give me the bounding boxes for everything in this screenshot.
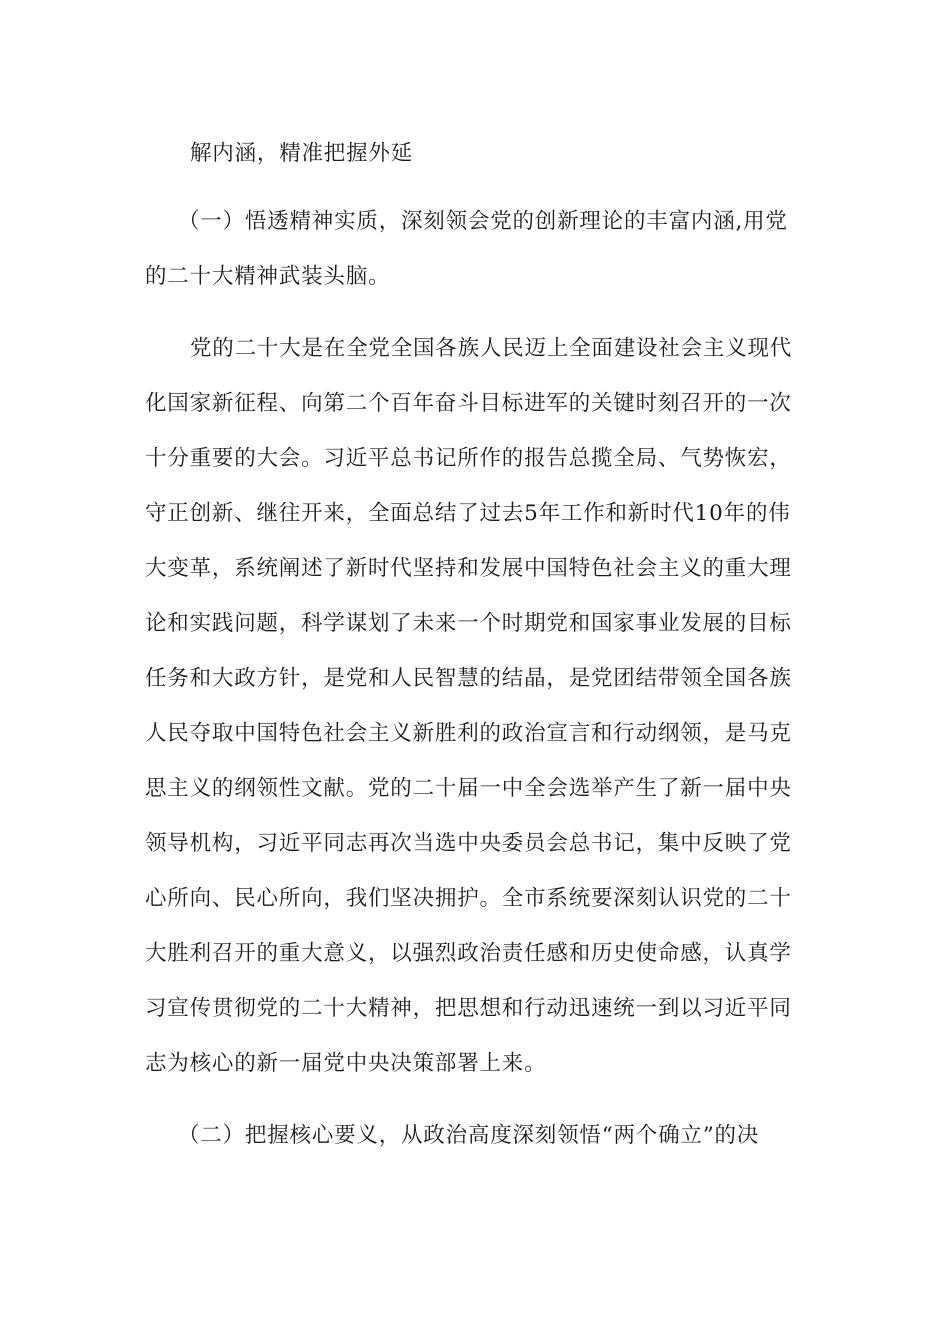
text-line: 大变革，系统阐述了新时代坚持和发展中国特色社会主义的重大理: [145, 556, 792, 581]
text-line: 党的二十大是在全党全国各族人民迈上全面建设社会主义现代: [190, 336, 793, 361]
text-line: 解内涵，精准把握外延: [190, 141, 414, 166]
text-line: 任务和大政方针，是党和人民智慧的结晶，是党团结带领全国各族: [145, 666, 792, 691]
text-line: 领导机构，习近平同志再次当选中央委员会总书记，集中反映了党: [145, 831, 792, 856]
text-line: 思主义的纲领性文献。党的二十届一中全会选举产生了新一届中央: [145, 776, 792, 801]
text-line: 习宣传贯彻党的二十大精神，把思想和行动迅速统一到以习近平同: [145, 996, 792, 1021]
section-heading-line: （一）悟透精神实质，深刻领会党的创新理论的丰富内涵,用党: [178, 209, 788, 234]
text-line: 人民夺取中国特色社会主义新胜利的政治宣言和行动纲领，是马克: [145, 721, 792, 746]
section-heading-line: 的二十大精神武装头脑。: [145, 264, 391, 289]
text-line: 十分重要的大会。习近平总书记所作的报告总揽全局、气势恢宏，: [145, 446, 792, 471]
text-line: 化国家新征程、向第二个百年奋斗目标进军的关键时刻召开的一次: [145, 391, 792, 416]
text-line: 大胜利召开的重大意义，以强烈政治责任感和历史使命感，认真学: [145, 941, 792, 966]
text-line: 心所向、民心所向，我们坚决拥护。全市系统要深刻认识党的二十: [145, 886, 792, 911]
text-line: 志为核心的新一届党中央决策部署上来。: [145, 1051, 547, 1076]
text-line: 守正创新、继往开来，全面总结了过去5年工作和新时代10年的伟: [145, 501, 791, 526]
text-line: 论和实践问题，科学谋划了未来一个时期党和国家事业发展的目标: [145, 611, 792, 636]
section-heading-line: （二）把握核心要义，从政治高度深刻领悟“两个确立”的决: [178, 1123, 760, 1148]
